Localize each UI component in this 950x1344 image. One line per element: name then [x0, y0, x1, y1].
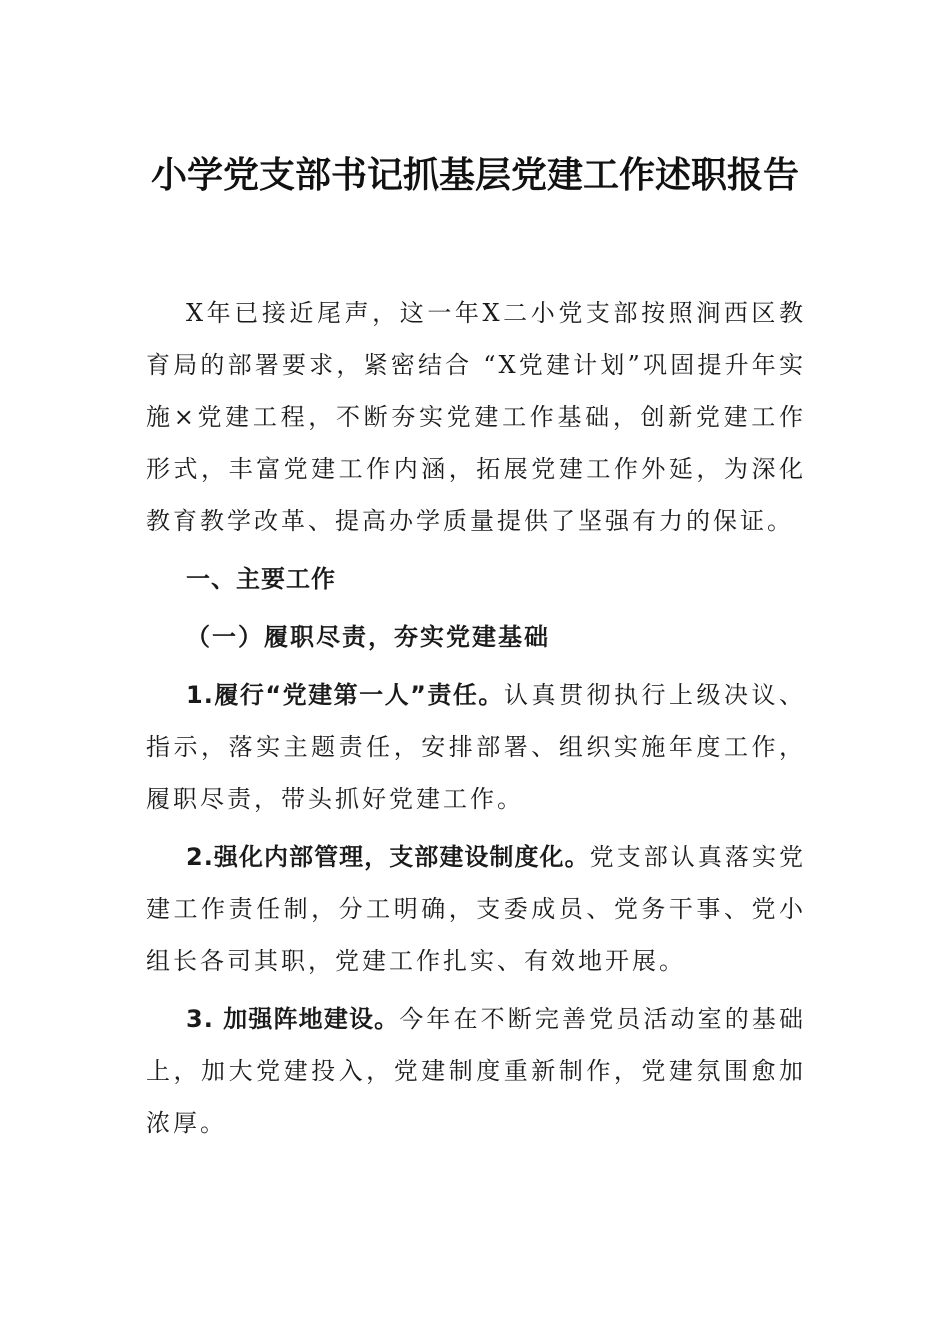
item-lead: 2.强化内部管理，支部建设制度化。: [186, 843, 590, 871]
intro-paragraph: X年已接近尾声，这一年X二小党支部按照涧西区教育局的部署要求，紧密结合 “X党建计划”巩固提升年实施×党建工程，不断夯实党建工作基础，创新党建工作形式，丰富党建工作内涵，拓展党建工作外延，为深化教育教学改革、提高办学质量提供了坚强有力的保证。: [146, 299, 806, 535]
subsection-heading: （一）履职尽责，夯实党建基础: [186, 622, 550, 651]
item-text: 党支部认真落实党建工作责任制，分工明确，支委成员、党务干事、党小组长各司其职，党建工作扎实、有效地开展。: [146, 843, 806, 975]
item-lead: 3. 加强阵地建设。: [186, 1005, 400, 1033]
item-text: 认真贯彻执行上级决议、指示，落实主题责任，安排部署、组织实施年度工作，履职尽责，带头抓好党建工作。: [146, 681, 806, 813]
item-text: 今年在不断完善党员活动室的基础上，加大党建投入，党建制度重新制作，党建氛围愈加浓厚。: [146, 1005, 807, 1137]
document-body: [146, 287, 806, 1155]
item-lead: 1.履行“党建第一人”责任。: [186, 681, 504, 709]
section-heading: 一、主要工作: [186, 565, 336, 593]
list-item: [146, 831, 806, 987]
document-title: 小学党支部书记抓基层党建工作述职报告: [150, 155, 799, 196]
list-item: [146, 669, 806, 825]
list-item: [146, 993, 806, 1149]
